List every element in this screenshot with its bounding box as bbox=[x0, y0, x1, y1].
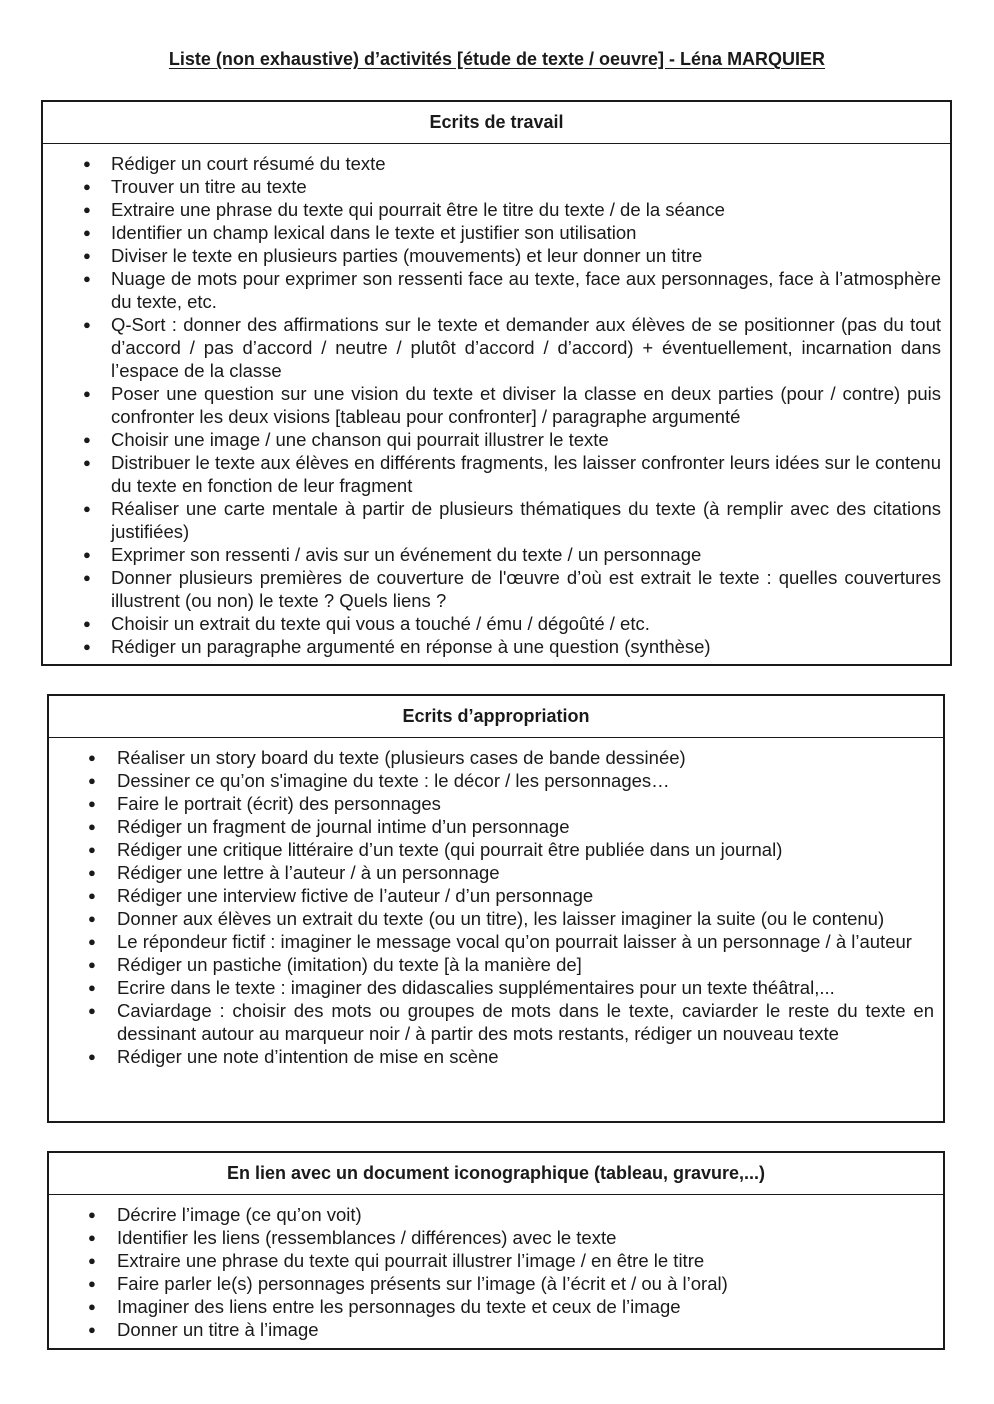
list-item: ● Choisir un extrait du texte qui vous a touché / ému / dégoûté / etc. bbox=[43, 612, 950, 635]
list-item: ● Donner un titre à l’image bbox=[49, 1318, 943, 1341]
list-item: ● Rédiger un court résumé du texte bbox=[43, 152, 950, 175]
list-item: ● Ecrire dans le texte : imaginer des didascalies supplémentaires pour un texte théâtral,... bbox=[49, 976, 943, 999]
list-item: ● Nuage de mots pour exprimer son ressenti face au texte, face aux personnages, face à l’atmosphère du texte, etc. bbox=[43, 267, 950, 313]
list-item: ● Identifier un champ lexical dans le texte et justifier son utilisation bbox=[43, 221, 950, 244]
list-item: ● Rédiger un fragment de journal intime d’un personnage bbox=[49, 815, 943, 838]
activity-list bbox=[49, 738, 943, 1074]
list-item: ● Rédiger une note d’intention de mise en scène bbox=[49, 1045, 943, 1068]
list-item: ● Faire parler le(s) personnages présents sur l’image (à l’écrit et / ou à l’oral) bbox=[49, 1272, 943, 1295]
list-item: ● Extraire une phrase du texte qui pourrait illustrer l’image / en être le titre bbox=[49, 1249, 943, 1272]
list-item: ● Donner aux élèves un extrait du texte (ou un titre), les laisser imaginer la suite (ou le contenu) bbox=[49, 907, 943, 930]
list-item: ● Exprimer son ressenti / avis sur un événement du texte / un personnage bbox=[43, 543, 950, 566]
list-item: ● Identifier les liens (ressemblances / différences) avec le texte bbox=[49, 1226, 943, 1249]
list-item: ● Caviardage : choisir des mots ou groupes de mots dans le texte, caviarder le reste du texte en dessinant autour au marqueur noir / à partir des mots restants, rédiger un nouveau texte bbox=[49, 999, 943, 1045]
section-ecrits-appropriation bbox=[47, 694, 945, 1123]
section-heading: Ecrits d’appropriation bbox=[49, 696, 943, 738]
list-item: ● Q-Sort : donner des affirmations sur le texte et demander aux élèves de se positionner (pas du tout d’accord / pas d’accord / neutre / plutôt d’accord / d’accord) + éventuellement, incarnation dans l’espace de la classe bbox=[43, 313, 950, 382]
list-item: ● Distribuer le texte aux élèves en différents fragments, les laisser confronter leurs idées sur le contenu du texte en fonction de leur fragment bbox=[43, 451, 950, 497]
list-item: ● Rédiger une lettre à l’auteur / à un personnage bbox=[49, 861, 943, 884]
page-title: Liste (non exhaustive) d’activités [étude de texte / oeuvre] - Léna MARQUIER bbox=[168, 49, 826, 69]
list-item: ● Choisir une image / une chanson qui pourrait illustrer le texte bbox=[43, 428, 950, 451]
list-item: ● Imaginer des liens entre les personnages du texte et ceux de l’image bbox=[49, 1295, 943, 1318]
list-item: ● Rédiger une critique littéraire d’un texte (qui pourrait être publiée dans un journal) bbox=[49, 838, 943, 861]
list-item: ● Rédiger un pastiche (imitation) du texte [à la manière de] bbox=[49, 953, 943, 976]
list-item: ● Réaliser un story board du texte (plusieurs cases de bande dessinée) bbox=[49, 746, 943, 769]
section-heading: Ecrits de travail bbox=[43, 102, 950, 144]
section-document-iconographique bbox=[47, 1151, 945, 1350]
list-item: ● Poser une question sur une vision du texte et diviser la classe en deux parties (pour / contre) puis confronter les deux visions [tableau pour confronter] / paragraphe argumenté bbox=[43, 382, 950, 428]
list-item: ● Faire le portrait (écrit) des personnages bbox=[49, 792, 943, 815]
list-item: ● Rédiger une interview fictive de l’auteur / d’un personnage bbox=[49, 884, 943, 907]
list-item: ● Trouver un titre au texte bbox=[43, 175, 950, 198]
list-item: ● Extraire une phrase du texte qui pourrait être le titre du texte / de la séance bbox=[43, 198, 950, 221]
section-ecrits-de-travail bbox=[41, 100, 952, 666]
activity-list bbox=[43, 144, 950, 664]
section-heading: En lien avec un document iconographique (tableau, gravure,...) bbox=[49, 1153, 943, 1195]
list-item: ● Réaliser une carte mentale à partir de plusieurs thématiques du texte (à remplir avec des citations justifiées) bbox=[43, 497, 950, 543]
list-item: ● Rédiger un paragraphe argumenté en réponse à une question (synthèse) bbox=[43, 635, 950, 658]
list-item: ● Décrire l’image (ce qu’on voit) bbox=[49, 1203, 943, 1226]
activity-list bbox=[49, 1195, 943, 1347]
list-item: ● Donner plusieurs premières de couverture de l'œuvre d’où est extrait le texte : quelles couvertures illustrent (ou non) le texte ? Quels liens ? bbox=[43, 566, 950, 612]
list-item: ● Dessiner ce qu’on s'imagine du texte : le décor / les personnages… bbox=[49, 769, 943, 792]
list-item: ● Le répondeur fictif : imaginer le message vocal qu’on pourrait laisser à un personnage / à l’auteur bbox=[49, 930, 943, 953]
list-item: ● Diviser le texte en plusieurs parties (mouvements) et leur donner un titre bbox=[43, 244, 950, 267]
